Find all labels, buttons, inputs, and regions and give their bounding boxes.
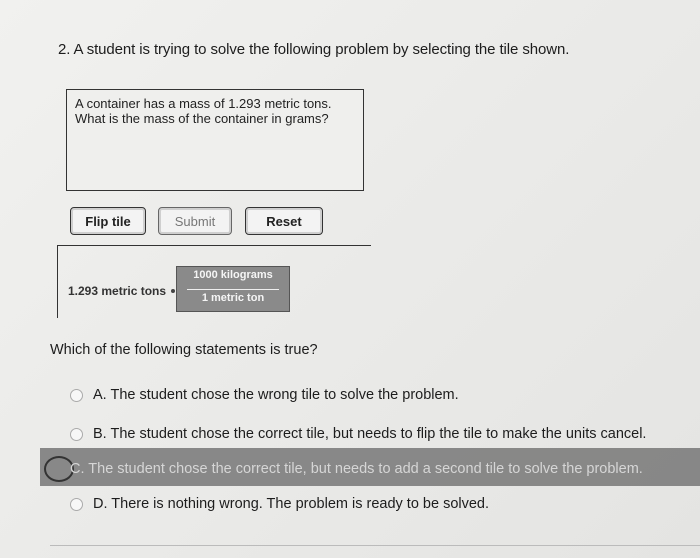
submit-button[interactable]: Submit <box>158 207 232 235</box>
flip-tile-button[interactable]: Flip tile <box>70 207 146 235</box>
option-c-label: C. The student chose the correct tile, but needs to add a second tile to solve the problem. <box>70 461 643 477</box>
option-d[interactable] <box>70 492 489 516</box>
question-text: 2. A student is trying to solve the following problem by selecting the tile shown. <box>58 41 570 58</box>
problem-line-1: A container has a mass of 1.293 metric tons. <box>75 96 332 111</box>
option-c[interactable] <box>44 457 643 481</box>
conversion-tile[interactable] <box>176 266 290 312</box>
option-d-label: D. There is nothing wrong. The problem is ready to be solved. <box>93 496 490 512</box>
tile-denominator: 1 metric ton <box>201 292 265 304</box>
multiply-dot <box>171 289 175 293</box>
option-a-label: A. The student chose the wrong tile to solve the problem. <box>93 387 459 403</box>
option-a[interactable] <box>70 383 459 407</box>
given-value: 1.293 metric tons <box>68 284 167 298</box>
tile-fraction-bar <box>187 289 279 290</box>
problem-line-2: What is the mass of the container in grams? <box>75 111 329 126</box>
tile-numerator: 1000 kilograms <box>193 269 273 281</box>
page-divider <box>50 545 700 546</box>
option-b-label: B. The student chose the correct tile, but needs to flip the tile to make the units cancel. <box>93 426 647 442</box>
radio-d[interactable] <box>70 498 83 511</box>
reset-button[interactable]: Reset <box>245 207 323 235</box>
problem-statement <box>75 96 332 126</box>
problem-box <box>66 89 364 191</box>
radio-a[interactable] <box>70 389 83 402</box>
option-b[interactable] <box>70 422 646 446</box>
radio-b[interactable] <box>70 428 83 441</box>
answer-prompt: Which of the following statements is true? <box>50 342 318 358</box>
